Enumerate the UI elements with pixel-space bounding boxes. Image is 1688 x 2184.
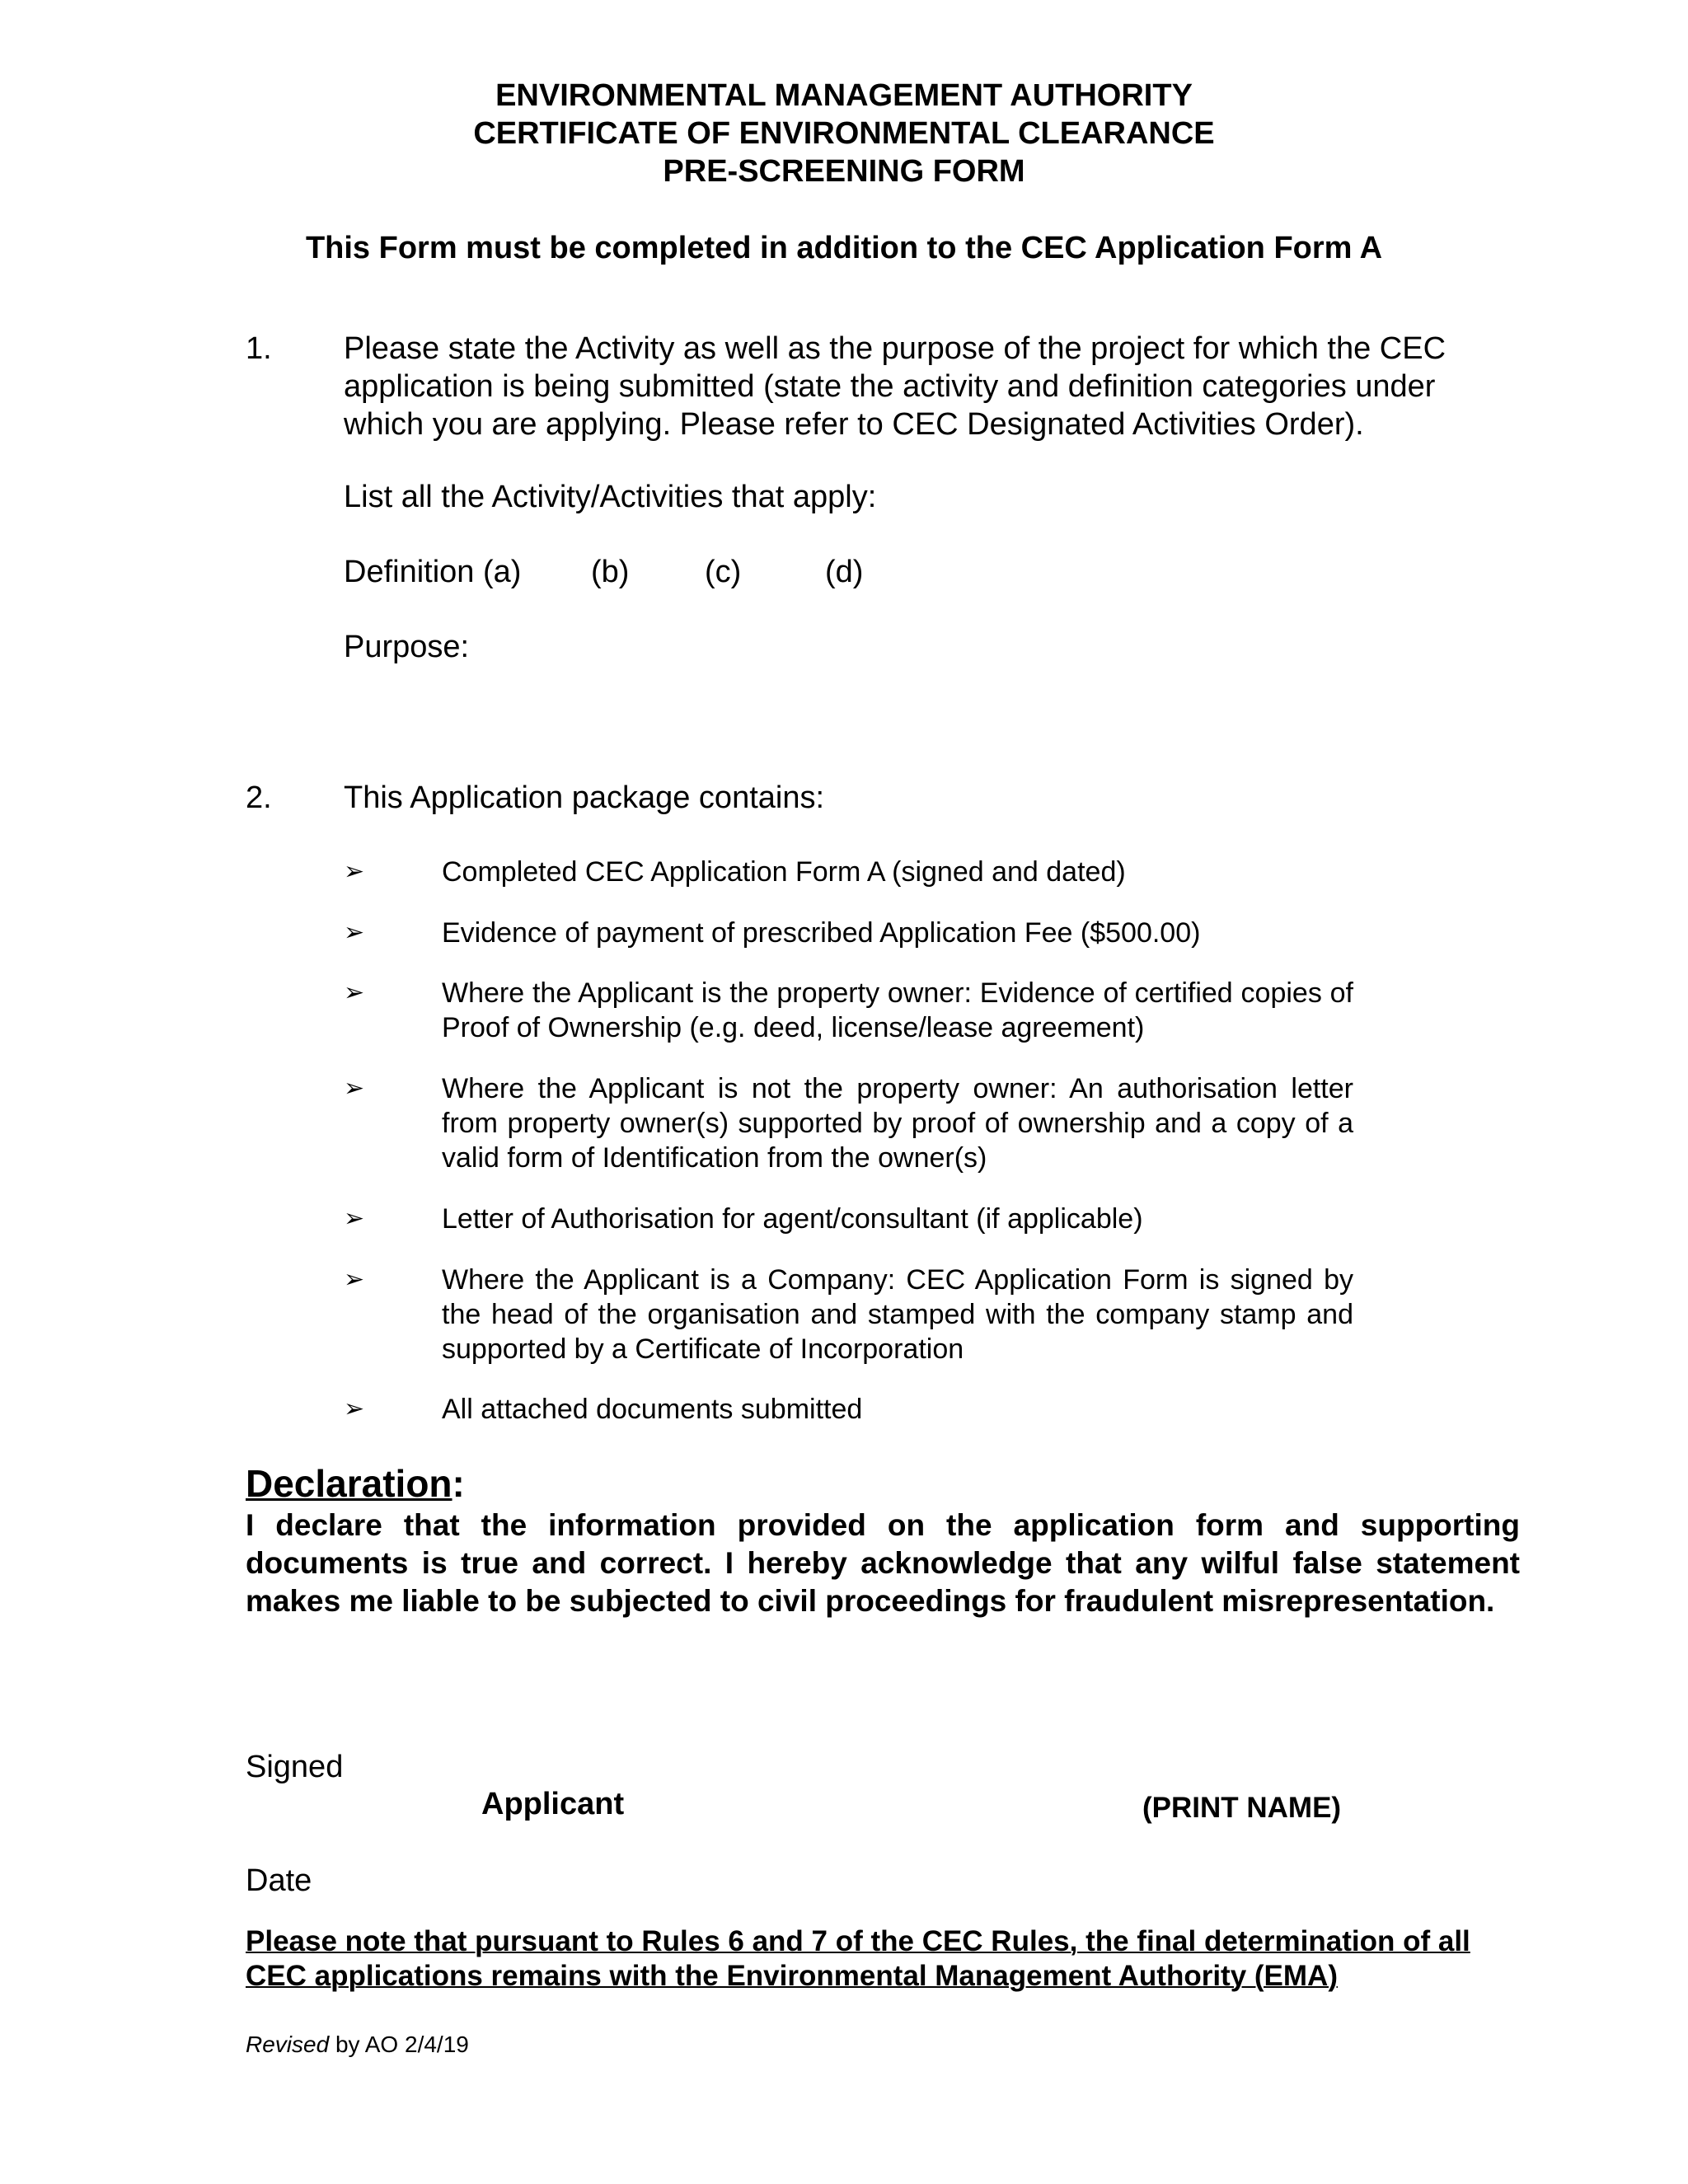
date-label: Date — [246, 1863, 312, 1898]
form-subtitle: This Form must be completed in addition to the CEC Application Form A — [305, 231, 1383, 265]
definition-a-label: Definition (a) — [344, 555, 522, 589]
arrow-bullet-icon: ➢ — [344, 858, 365, 885]
section2-number: 2. — [246, 780, 272, 815]
checklist-item: Where the Applicant is not the property owner: An authorisation letter from property owner(s) supported by proof of ownership and a copy of a valid form of Identification from the owner(s) — [442, 1073, 1353, 1174]
arrow-bullet-icon: ➢ — [344, 1075, 365, 1102]
print-name-label: (PRINT NAME) — [1142, 1792, 1342, 1824]
signed-label: Signed — [246, 1750, 344, 1784]
checklist-item: Evidence of payment of prescribed Application Fee ($500.00) — [442, 917, 1201, 949]
section1-line1: Please state the Activity as well as the purpose of the project for which the CEC — [344, 331, 1447, 366]
arrow-bullet-icon: ➢ — [344, 1205, 365, 1232]
checklist-item: All attached documents submitted — [442, 1394, 863, 1425]
header-form-title: PRE-SCREENING FORM — [663, 154, 1025, 189]
revision-footer — [246, 2031, 469, 2059]
section1-instructions — [344, 330, 1514, 443]
checklist-item: Where the Applicant is the property owner: Evidence of certified copies of Proof of Ownership (e.g. deed, license/lease agreement) — [442, 977, 1353, 1043]
declaration-statement: I declare that the information provided on the application form and supporting documents is true and correct. I hereby acknowledge that any wilful false statement makes me liable to be subjected to civil proceedings for fraudulent misrepresentation. — [246, 1508, 1520, 1618]
section1-number: 1. — [246, 331, 272, 366]
purpose-label: Purpose: — [344, 630, 470, 664]
header-authority: ENVIRONMENTAL MANAGEMENT AUTHORITY — [495, 78, 1193, 113]
section2-heading: This Application package contains: — [344, 780, 825, 815]
declaration-colon: : — [452, 1462, 465, 1505]
definition-d-label: (d) — [825, 555, 864, 589]
declaration-heading — [246, 1461, 465, 1506]
arrow-bullet-icon: ➢ — [344, 919, 365, 946]
revised-word: Revised — [246, 2032, 330, 2057]
header-certificate: CERTIFICATE OF ENVIRONMENTAL CLEARANCE — [473, 116, 1215, 151]
applicant-label: Applicant — [481, 1787, 625, 1821]
checklist-item: Letter of Authorisation for agent/consultant (if applicable) — [442, 1203, 1143, 1235]
definition-b-label: (b) — [591, 555, 630, 589]
section1-line2: application is being submitted (state the activity and definition categories under — [344, 369, 1436, 404]
revised-details: by AO 2/4/19 — [329, 2032, 469, 2057]
section1-line3: which you are applying. Please refer to CEC Designated Activities Order). — [344, 407, 1364, 442]
note-line1: Please note that pursuant to Rules 6 and 7 of the CEC Rules, the final determination of all — [246, 1925, 1470, 1957]
note-line2: CEC applications remains with the Environmental Management Authority (EMA) — [246, 1960, 1338, 1992]
ema-determination-note — [246, 1924, 1531, 1994]
document-header — [0, 77, 1688, 190]
activities-list-label: List all the Activity/Activities that apply: — [344, 480, 877, 514]
arrow-bullet-icon: ➢ — [344, 1395, 365, 1422]
checklist-item: Completed CEC Application Form A (signed and dated) — [442, 856, 1126, 888]
checklist-item: Where the Applicant is a Company: CEC Application Form is signed by the head of the organisation and stamped with the company stamp and supported by a Certificate of Incorporation — [442, 1264, 1353, 1365]
arrow-bullet-icon: ➢ — [344, 1266, 365, 1293]
arrow-bullet-icon: ➢ — [344, 979, 365, 1006]
definition-c-label: (c) — [705, 555, 742, 589]
declaration-heading-text: Declaration — [246, 1462, 452, 1505]
